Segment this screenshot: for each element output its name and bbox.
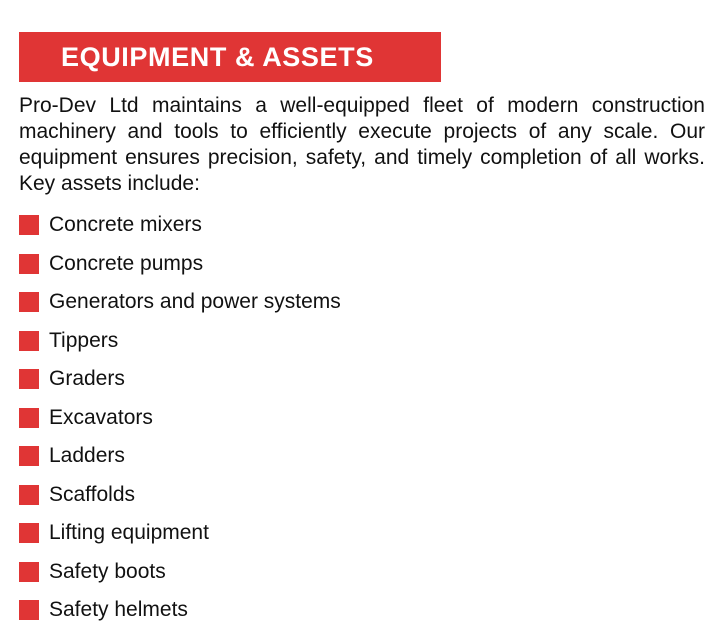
list-item <box>19 591 705 630</box>
red-square-icon <box>19 600 39 620</box>
asset-label: Safety helmets <box>49 598 188 622</box>
list-item <box>19 553 705 592</box>
list-item <box>19 399 705 438</box>
red-square-icon <box>19 292 39 312</box>
asset-label: Lifting equipment <box>49 521 209 545</box>
list-item <box>19 360 705 399</box>
red-square-icon <box>19 369 39 389</box>
asset-label: Graders <box>49 367 125 391</box>
list-item <box>19 514 705 553</box>
red-square-icon <box>19 408 39 428</box>
asset-label: Safety boots <box>49 559 166 583</box>
asset-list <box>19 206 705 630</box>
list-item <box>19 206 705 245</box>
list-item <box>19 437 705 476</box>
asset-label: Concrete pumps <box>49 251 204 275</box>
red-square-icon <box>19 523 39 543</box>
section-heading-banner <box>19 32 441 82</box>
red-square-icon <box>19 446 39 466</box>
asset-label: Tippers <box>49 328 119 352</box>
section-heading: EQUIPMENT & ASSETS <box>61 41 374 72</box>
list-item <box>19 476 705 515</box>
asset-label: Scaffolds <box>49 482 135 506</box>
intro-paragraph: Pro-Dev Ltd maintains a well-equipped fleet of modern construction machinery and tools to efficiently execute projects of any scale. Our equipment ensures precision, safety, and timely completion of all works. Key assets include: <box>19 94 705 195</box>
equipment-section <box>19 32 705 630</box>
red-square-icon <box>19 331 39 351</box>
list-item <box>19 322 705 361</box>
asset-label: Concrete mixers <box>49 213 202 237</box>
list-item <box>19 245 705 284</box>
asset-label: Ladders <box>49 444 125 468</box>
list-item <box>19 283 705 322</box>
red-square-icon <box>19 254 39 274</box>
asset-label: Generators and power systems <box>49 290 341 314</box>
red-square-icon <box>19 215 39 235</box>
asset-label: Excavators <box>49 405 153 429</box>
red-square-icon <box>19 485 39 505</box>
red-square-icon <box>19 562 39 582</box>
